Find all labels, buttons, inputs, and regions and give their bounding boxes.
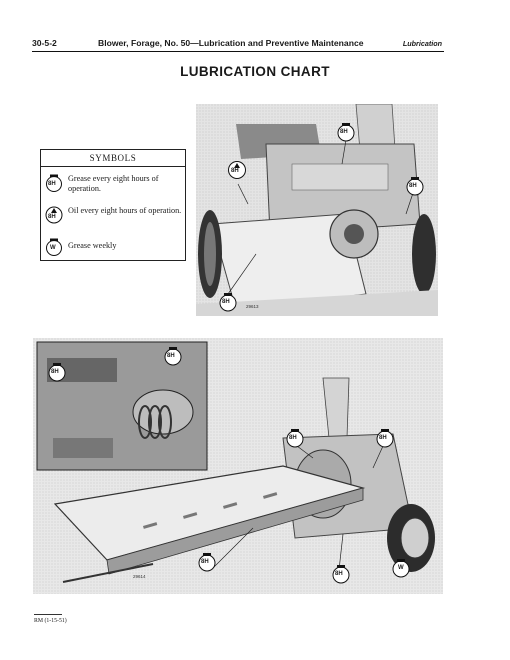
footer-code: RM (1-15-51) (34, 618, 67, 624)
callout-grease-8h: 8H (285, 428, 305, 446)
symbol-text: Grease every eight hours of operation. (68, 174, 159, 193)
callout-grease-8h: 8H (375, 428, 395, 446)
symbols-legend (40, 149, 186, 261)
symbol-oil-8h (45, 206, 183, 228)
photo-bottom-conveyor (33, 338, 443, 594)
plate-number: 29614 (133, 574, 146, 579)
plate-number: 29613 (246, 304, 259, 309)
footer-rule (34, 614, 62, 615)
running-header (32, 38, 444, 52)
photo-top-blower (196, 104, 438, 316)
grease-8h-icon: 8H (45, 174, 63, 192)
symbols-heading: SYMBOLS (41, 150, 185, 167)
symbol-text: Grease weekly (68, 241, 117, 250)
callout-grease-8h: 8H (163, 346, 183, 364)
header-section: Lubrication (402, 39, 442, 48)
symbol-grease-8h (45, 174, 183, 196)
callout-grease-8h: 8H (197, 552, 217, 570)
header-rule (32, 51, 444, 52)
callout-grease-8h: 8H (47, 362, 67, 380)
grease-weekly-icon: W (45, 238, 63, 256)
page-number: 30-5-2 (32, 38, 57, 48)
callout-oil-8h: 8H (227, 160, 247, 178)
callout-grease-8h: 8H (331, 564, 351, 582)
blower-front-illustration (196, 104, 438, 316)
oil-8h-icon: 8H (45, 206, 63, 224)
header-title: Blower, Forage, No. 50—Lubrication and Preventive Maintenance (98, 38, 364, 48)
symbol-text: Oil every eight hours of operation. (68, 206, 182, 215)
page-title: LUBRICATION CHART (180, 64, 330, 79)
callout-grease-weekly: W (391, 558, 411, 576)
callout-grease-8h: 8H (405, 176, 425, 194)
symbol-grease-weekly (45, 238, 183, 256)
blower-conveyor-illustration (33, 338, 443, 594)
callout-grease-8h: 8H (218, 292, 238, 310)
callout-grease-8h: 8H (336, 122, 356, 140)
